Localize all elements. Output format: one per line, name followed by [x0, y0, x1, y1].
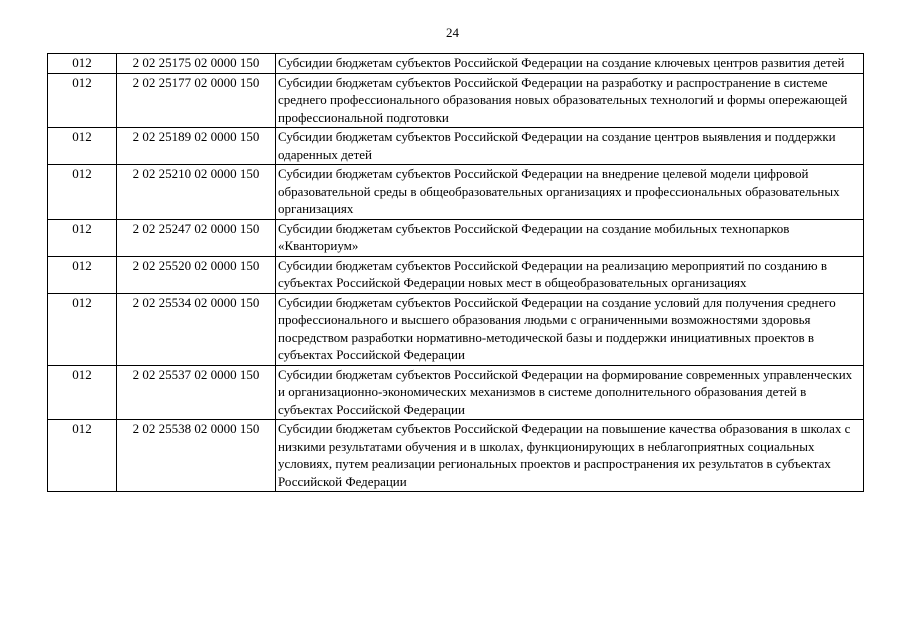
admin-code-cell: 012: [48, 219, 117, 256]
budget-code-cell: 2 02 25538 02 0000 150: [117, 420, 276, 492]
table-row: [48, 165, 864, 220]
table-row: [48, 219, 864, 256]
income-name-cell: Субсидии бюджетам субъектов Российской Федерации на создание ключевых центров развития детей: [276, 54, 864, 74]
budget-code-cell: 2 02 25189 02 0000 150: [117, 128, 276, 165]
table-row: [48, 256, 864, 293]
table-row: [48, 420, 864, 492]
table-row: [48, 128, 864, 165]
budget-code-cell: 2 02 25520 02 0000 150: [117, 256, 276, 293]
budget-code-cell: 2 02 25175 02 0000 150: [117, 54, 276, 74]
budget-code-cell: 2 02 25210 02 0000 150: [117, 165, 276, 220]
income-name-cell: Субсидии бюджетам субъектов Российской Федерации на создание мобильных технопарков «Кванториум»: [276, 219, 864, 256]
admin-code-cell: 012: [48, 128, 117, 165]
admin-code-cell: 012: [48, 73, 117, 128]
table-row: [48, 365, 864, 420]
table-row: [48, 54, 864, 74]
admin-code-cell: 012: [48, 165, 117, 220]
page-number: 24: [446, 25, 459, 40]
budget-code-cell: 2 02 25537 02 0000 150: [117, 365, 276, 420]
budget-code-cell: 2 02 25177 02 0000 150: [117, 73, 276, 128]
income-name-cell: Субсидии бюджетам субъектов Российской Федерации на разработку и распространение в системе среднего профессионального образования новых образовательных технологий и формы опережающей профессиональной подготовки: [276, 73, 864, 128]
income-name-cell: Субсидии бюджетам субъектов Российской Федерации на создание условий для получения среднего профессионального и высшего образования людьми с ограниченными возможностями здоровья посредством разработки нормативно-методической базы и поддержки инициативных проектов в субъектах Российской Федерации: [276, 293, 864, 365]
income-name-cell: Субсидии бюджетам субъектов Российской Федерации на реализацию мероприятий по созданию в субъектах Российской Федерации новых мест в общеобразовательных организациях: [276, 256, 864, 293]
admin-code-cell: 012: [48, 54, 117, 74]
income-name-cell: Субсидии бюджетам субъектов Российской Федерации на внедрение целевой модели цифровой образовательной среды в общеобразовательных организациях и профессиональных образовательных организациях: [276, 165, 864, 220]
table-row: [48, 293, 864, 365]
income-name-cell: Субсидии бюджетам субъектов Российской Федерации на создание центров выявления и поддержки одаренных детей: [276, 128, 864, 165]
budget-code-cell: 2 02 25534 02 0000 150: [117, 293, 276, 365]
budget-code-cell: 2 02 25247 02 0000 150: [117, 219, 276, 256]
admin-code-cell: 012: [48, 256, 117, 293]
admin-code-cell: 012: [48, 293, 117, 365]
budget-classification-table: [47, 53, 864, 492]
table-row: [48, 73, 864, 128]
income-name-cell: Субсидии бюджетам субъектов Российской Федерации на формирование современных управленческих и организационно-экономических механизмов в системе дополнительного образования детей в субъектах Российской Федерации: [276, 365, 864, 420]
admin-code-cell: 012: [48, 365, 117, 420]
admin-code-cell: 012: [48, 420, 117, 492]
income-name-cell: Субсидии бюджетам субъектов Российской Федерации на повышение качества образования в школах с низкими результатами обучения и в школах, функционирующих в неблагоприятных социальных условиях, путем реализации региональных проектов и распространения их результатов в субъектах Российской Федерации: [276, 420, 864, 492]
